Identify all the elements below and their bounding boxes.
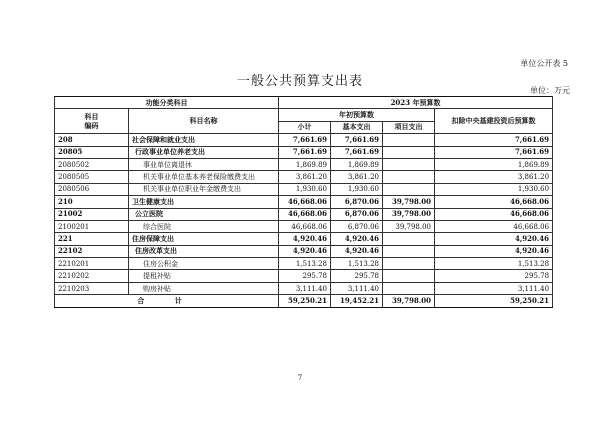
cell-basic: 1,513.28 bbox=[331, 258, 383, 270]
header-name: 科目名称 bbox=[129, 109, 279, 134]
page-number: 7 bbox=[297, 374, 303, 382]
cell-project bbox=[383, 171, 435, 183]
cell-excl: 1,869.89 bbox=[435, 158, 553, 170]
table-row bbox=[55, 220, 553, 232]
cell-project bbox=[383, 183, 435, 195]
cell-code: 2210202 bbox=[55, 270, 129, 282]
cell-project bbox=[383, 158, 435, 170]
unit-label: 单位：万元 bbox=[530, 86, 570, 95]
total-project: 39,798.00 bbox=[383, 295, 435, 307]
cell-subtotal: 7,661.69 bbox=[279, 134, 331, 146]
cell-name: 事业单位离退休 bbox=[129, 158, 279, 170]
cell-code: 2080505 bbox=[55, 171, 129, 183]
cell-project bbox=[383, 245, 435, 257]
cell-project: 39,798.00 bbox=[383, 196, 435, 208]
cell-code: 210 bbox=[55, 196, 129, 208]
total-subtotal: 59,250.21 bbox=[279, 295, 331, 307]
cell-subtotal: 1,869.89 bbox=[279, 158, 331, 170]
table-row bbox=[55, 134, 553, 146]
cell-basic: 3,861.20 bbox=[331, 171, 383, 183]
header-code: 科目 编码 bbox=[55, 109, 129, 134]
cell-excl: 295.78 bbox=[435, 270, 553, 282]
cell-subtotal: 46,668.06 bbox=[279, 196, 331, 208]
table-row bbox=[55, 270, 553, 282]
cell-subtotal: 4,920.46 bbox=[279, 245, 331, 257]
cell-excl: 46,668.06 bbox=[435, 208, 553, 220]
cell-project bbox=[383, 258, 435, 270]
table-row bbox=[55, 208, 553, 220]
cell-name: 综合医院 bbox=[129, 220, 279, 232]
total-label: 合 计 bbox=[55, 295, 279, 307]
page-title: 一般公共预算支出表 bbox=[236, 74, 363, 89]
cell-code: 208 bbox=[55, 134, 129, 146]
cell-subtotal: 1,513.28 bbox=[279, 258, 331, 270]
cell-name: 机关事业单位职业年金缴费支出 bbox=[129, 183, 279, 195]
table-row bbox=[55, 233, 553, 245]
total-basic: 19,452.21 bbox=[331, 295, 383, 307]
cell-basic: 1,869.89 bbox=[331, 158, 383, 170]
header-basic: 基本支出 bbox=[331, 121, 383, 133]
cell-subtotal: 46,668.06 bbox=[279, 208, 331, 220]
cell-excl: 7,661.69 bbox=[435, 134, 553, 146]
cell-name: 提租补贴 bbox=[129, 270, 279, 282]
cell-project: 39,798.00 bbox=[383, 208, 435, 220]
table-body bbox=[55, 134, 553, 307]
cell-excl: 46,668.06 bbox=[435, 196, 553, 208]
cell-excl: 3,111.40 bbox=[435, 282, 553, 294]
cell-excl: 4,920.46 bbox=[435, 233, 553, 245]
cell-basic: 295.78 bbox=[331, 270, 383, 282]
cell-code: 2100201 bbox=[55, 220, 129, 232]
total-excl: 59,250.21 bbox=[435, 295, 553, 307]
cell-basic: 6,870.06 bbox=[331, 220, 383, 232]
cell-project bbox=[383, 146, 435, 158]
cell-project bbox=[383, 134, 435, 146]
header-category: 功能分类科目 bbox=[55, 97, 279, 109]
cell-project bbox=[383, 233, 435, 245]
cell-project bbox=[383, 270, 435, 282]
table-row bbox=[55, 196, 553, 208]
cell-subtotal: 7,661.69 bbox=[279, 146, 331, 158]
cell-excl: 1,930.60 bbox=[435, 183, 553, 195]
total-row bbox=[55, 295, 553, 307]
cell-subtotal: 4,920.46 bbox=[279, 233, 331, 245]
cell-basic: 7,661.69 bbox=[331, 134, 383, 146]
header-row-1 bbox=[55, 97, 553, 109]
table-row bbox=[55, 183, 553, 195]
table-row bbox=[55, 146, 553, 158]
cell-basic: 7,661.69 bbox=[331, 146, 383, 158]
cell-name: 卫生健康支出 bbox=[129, 196, 279, 208]
cell-excl: 7,661.69 bbox=[435, 146, 553, 158]
cell-name: 行政事业单位养老支出 bbox=[129, 146, 279, 158]
cell-project: 39,798.00 bbox=[383, 220, 435, 232]
budget-table bbox=[54, 96, 553, 308]
cell-code: 20805 bbox=[55, 146, 129, 158]
cell-excl: 3,861.20 bbox=[435, 171, 553, 183]
cell-basic: 3,111.40 bbox=[331, 282, 383, 294]
table-row bbox=[55, 245, 553, 257]
header-budget-2023: 2023 年预算数 bbox=[279, 97, 553, 109]
cell-code: 22102 bbox=[55, 245, 129, 257]
table-row bbox=[55, 158, 553, 170]
cell-name: 社会保障和就业支出 bbox=[129, 134, 279, 146]
cell-code: 21002 bbox=[55, 208, 129, 220]
cell-subtotal: 46,668.06 bbox=[279, 220, 331, 232]
cell-subtotal: 1,930.60 bbox=[279, 183, 331, 195]
cell-basic: 4,920.46 bbox=[331, 245, 383, 257]
cell-excl: 1,513.28 bbox=[435, 258, 553, 270]
cell-name: 住房保障支出 bbox=[129, 233, 279, 245]
cell-code: 221 bbox=[55, 233, 129, 245]
header-subtotal: 小计 bbox=[279, 121, 331, 133]
cell-code: 2210201 bbox=[55, 258, 129, 270]
header-excl-central: 扣除中央基建投资后预算数 bbox=[435, 109, 553, 134]
cell-subtotal: 3,861.20 bbox=[279, 171, 331, 183]
cell-code: 2080506 bbox=[55, 183, 129, 195]
header-row-2 bbox=[55, 109, 553, 121]
cell-basic: 4,920.46 bbox=[331, 233, 383, 245]
form-number: 单位公开表 5 bbox=[520, 59, 568, 68]
cell-basic: 6,870.06 bbox=[331, 208, 383, 220]
cell-name: 购房补贴 bbox=[129, 282, 279, 294]
cell-basic: 1,930.60 bbox=[331, 183, 383, 195]
cell-code: 2210203 bbox=[55, 282, 129, 294]
cell-name: 住房公积金 bbox=[129, 258, 279, 270]
table-row bbox=[55, 282, 553, 294]
cell-subtotal: 295.78 bbox=[279, 270, 331, 282]
cell-basic: 6,870.06 bbox=[331, 196, 383, 208]
cell-name: 公立医院 bbox=[129, 208, 279, 220]
table-row bbox=[55, 171, 553, 183]
header-project: 项目支出 bbox=[383, 121, 435, 133]
cell-subtotal: 3,111.40 bbox=[279, 282, 331, 294]
cell-code: 2080502 bbox=[55, 158, 129, 170]
cell-name: 住房改革支出 bbox=[129, 245, 279, 257]
cell-excl: 46,668.06 bbox=[435, 220, 553, 232]
header-initial-budget: 年初预算数 bbox=[279, 109, 435, 121]
cell-name: 机关事业单位基本养老保险缴费支出 bbox=[129, 171, 279, 183]
cell-project bbox=[383, 282, 435, 294]
table-row bbox=[55, 258, 553, 270]
cell-excl: 4,920.46 bbox=[435, 245, 553, 257]
